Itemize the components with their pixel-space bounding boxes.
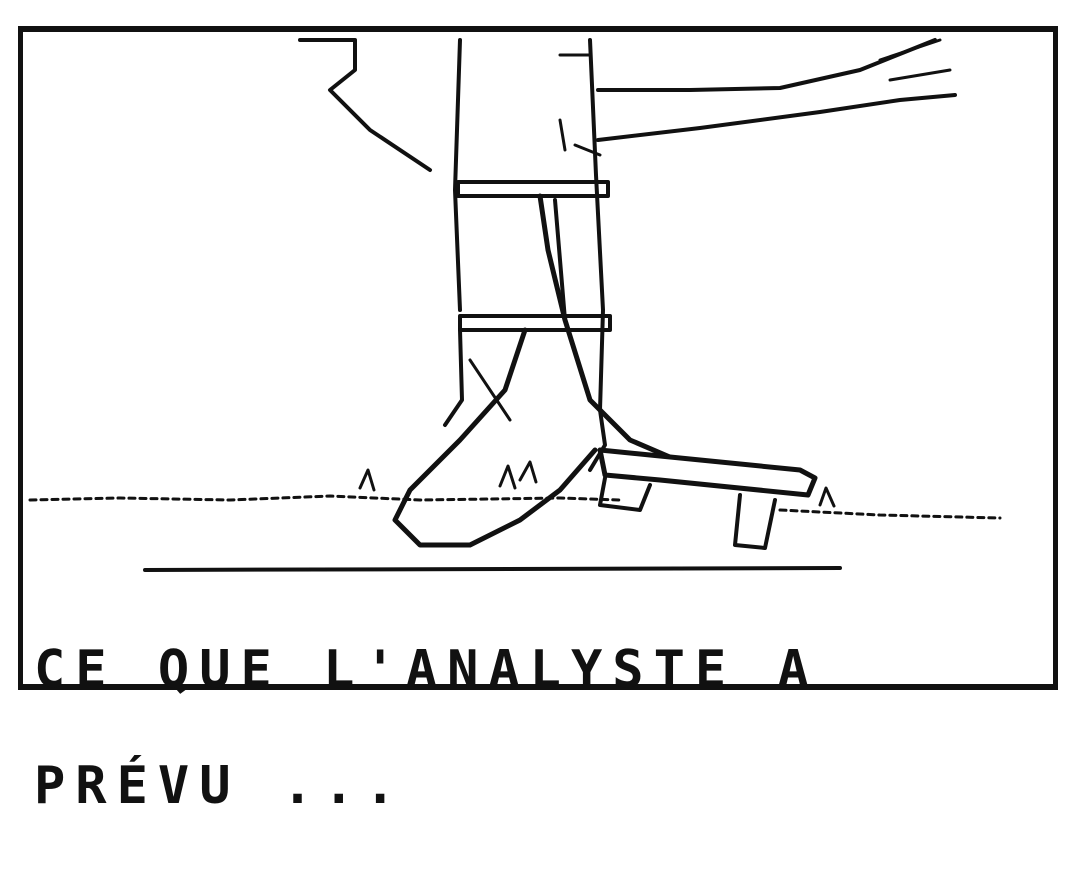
ground-line-right	[780, 510, 1000, 518]
ground-line-left	[30, 496, 620, 500]
right-branch-bottom	[598, 95, 955, 140]
lower-rope-band	[460, 316, 610, 330]
caption-line-2: PRÉVU ...	[34, 756, 406, 816]
swing-rope-loop	[395, 330, 595, 545]
caption	[34, 583, 1034, 873]
swing-rope-right	[540, 196, 790, 490]
upper-rope-band	[458, 182, 608, 196]
caption-rule	[145, 568, 840, 570]
trunk-left-edge	[455, 40, 460, 310]
trunk-base-left	[445, 330, 462, 425]
swing-seat	[600, 450, 815, 495]
trunk-right-edge	[590, 40, 603, 410]
left-branch	[300, 40, 430, 170]
right-branch-top	[598, 40, 935, 90]
caption-line-1: CE QUE L'ANALYSTE A	[34, 640, 819, 700]
seat-leg-left	[600, 478, 650, 510]
seat-leg-right	[735, 495, 775, 548]
